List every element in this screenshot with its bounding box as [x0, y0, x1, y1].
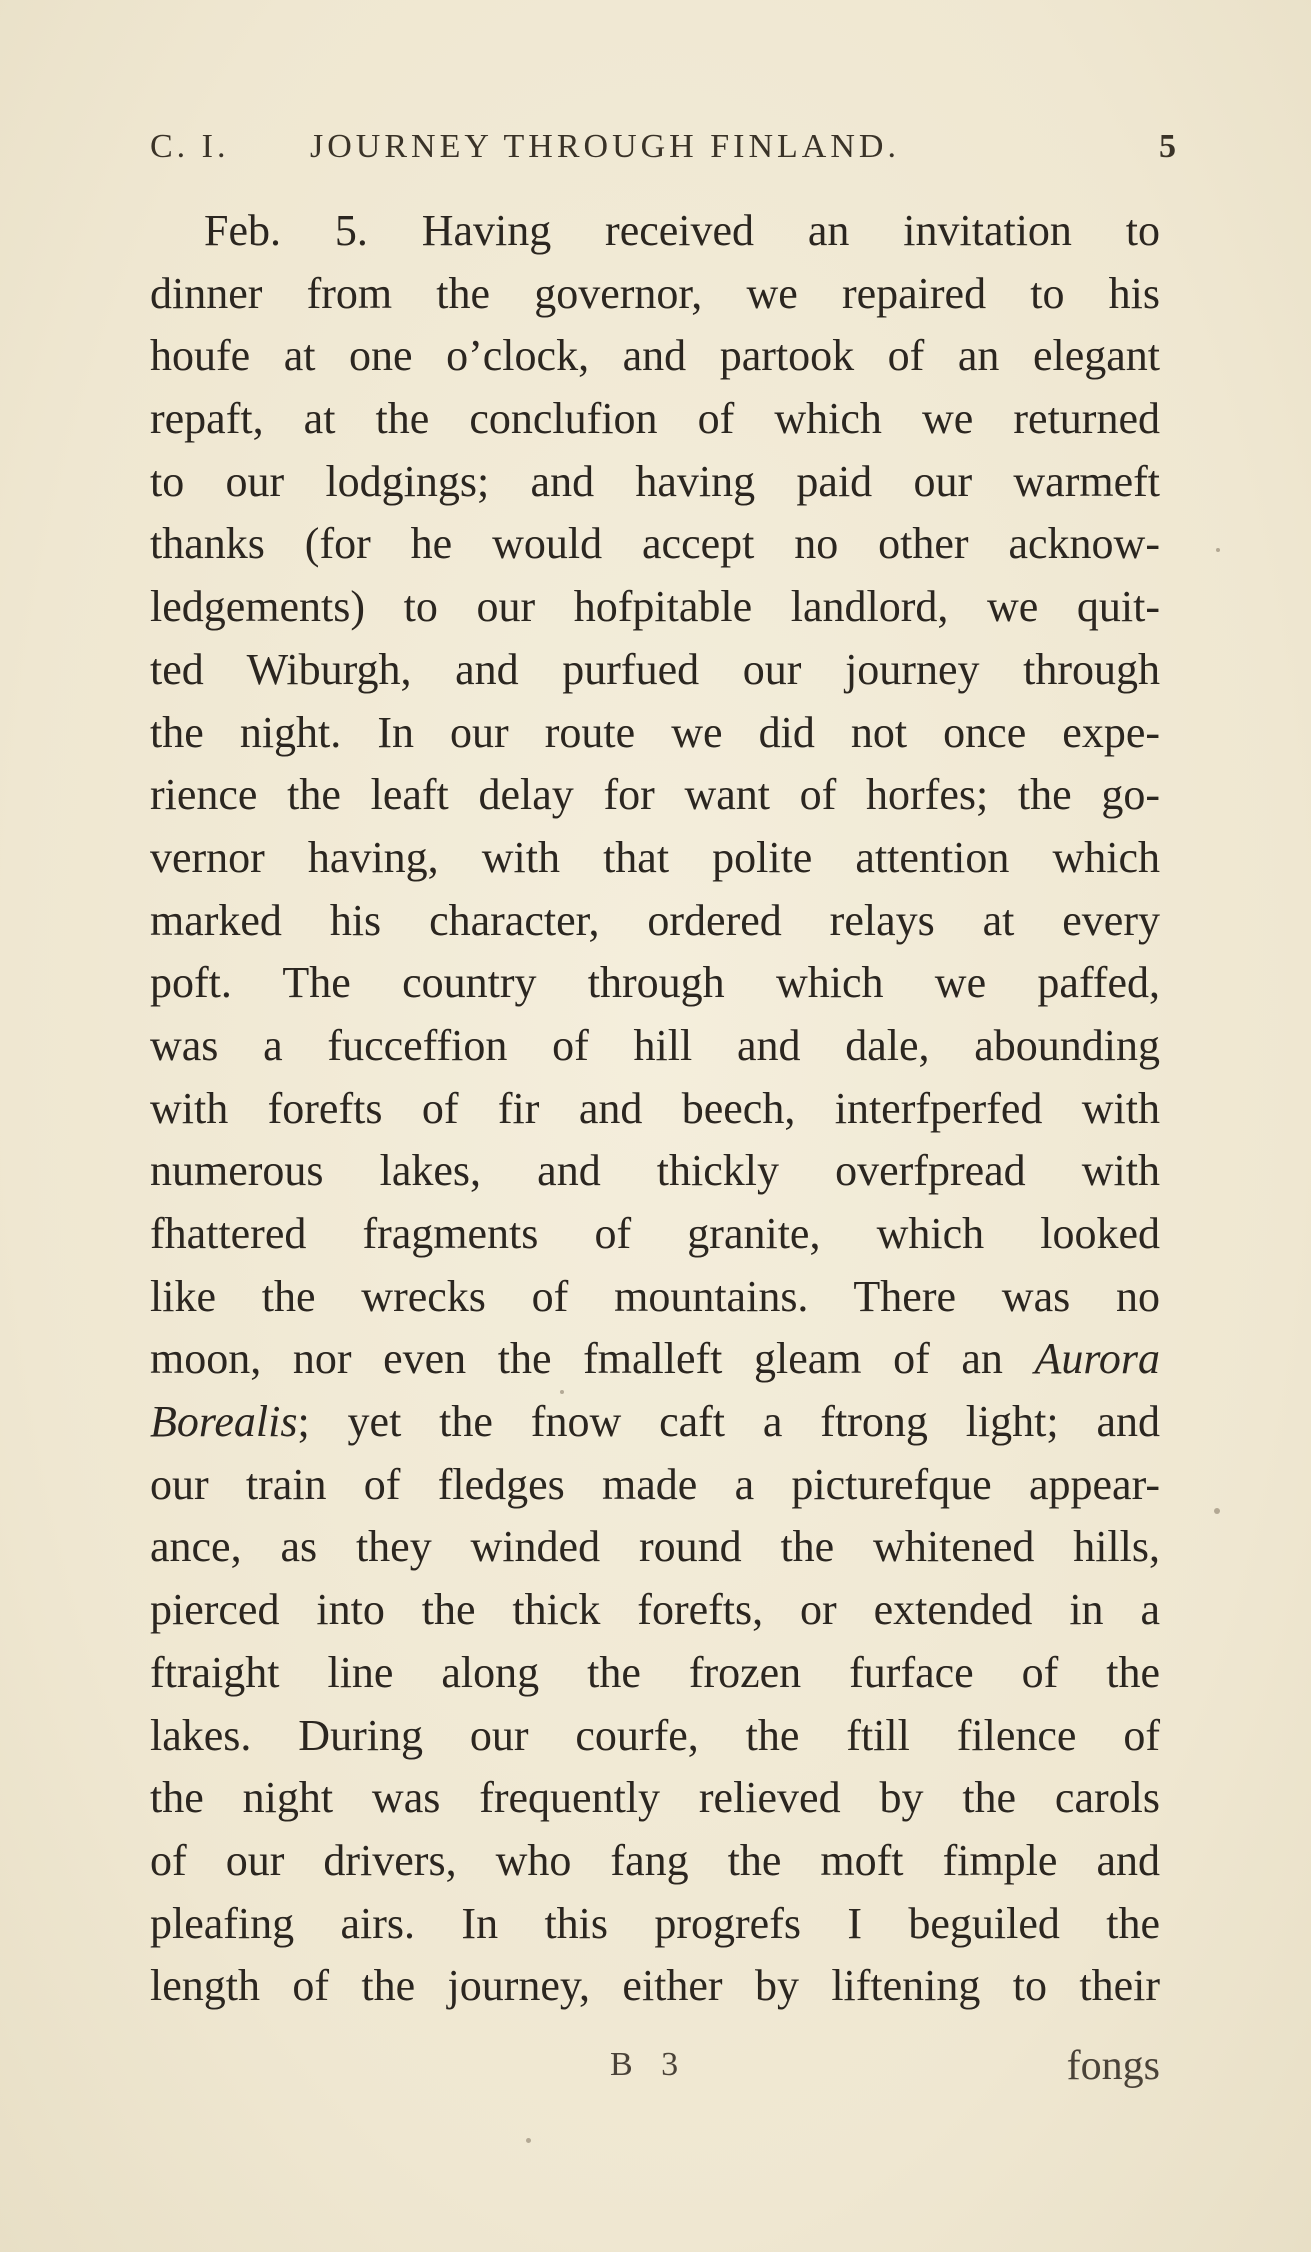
- line-text: fhattered fragments of granite, which looked: [150, 1209, 1160, 1258]
- text-line: [150, 1767, 1160, 1830]
- text-line: [150, 1203, 1160, 1266]
- body-text: [150, 200, 1160, 2018]
- text-line: [150, 1328, 1160, 1391]
- line-text: lakes. During our courfe, the ftill filence of: [150, 1710, 1160, 1760]
- line-text: dinner from the governor, we repaired to his: [150, 268, 1160, 318]
- italic-term: Aurora: [1034, 1334, 1160, 1384]
- line-text: to our lodgings; and having paid our warmeft: [150, 456, 1160, 506]
- text-line: [150, 576, 1160, 639]
- text-line: [150, 200, 1160, 263]
- text-line: [150, 1391, 1160, 1454]
- text-line: [150, 1955, 1160, 2018]
- text-line: [150, 388, 1160, 451]
- line-text: ted Wiburgh, and purfued our journey through: [150, 644, 1160, 694]
- line-text: houfe at one o’clock, and partook of an elegant: [150, 331, 1160, 381]
- line-text: marked his character, ordered relays at every: [150, 895, 1160, 945]
- line-text: with forefts of fir and beech, interfperfed with: [150, 1083, 1160, 1133]
- catchword: fongs: [1066, 2043, 1160, 2089]
- line-text: was a fucceffion of hill and dale, abounding: [150, 1020, 1160, 1070]
- text-line: [150, 1830, 1160, 1893]
- page-number: 5: [1159, 128, 1180, 165]
- text-line: [150, 764, 1160, 827]
- line-text: Feb. 5. Having received an invitation to: [204, 206, 1160, 255]
- text-line: [150, 1579, 1160, 1642]
- line-text: repaft, at the conclufion of which we returned: [150, 394, 1160, 444]
- text-line: [150, 1642, 1160, 1705]
- line-text: numerous lakes, and thickly overfpread with: [150, 1146, 1160, 1196]
- line-text: the night. In our route we did not once expe-: [150, 707, 1160, 757]
- text-line: [150, 827, 1160, 890]
- text-line: [150, 513, 1160, 576]
- italic-term: Borealis: [150, 1397, 298, 1447]
- text-line: [150, 263, 1160, 326]
- line-text: the night was frequently relieved by the carols: [150, 1773, 1160, 1823]
- running-title: JOURNEY THROUGH FINLAND.: [310, 128, 900, 165]
- line-text: poft. The country through which we paffed,: [150, 958, 1160, 1008]
- line-text: thanks (for he would accept no other acknow-: [150, 519, 1160, 569]
- line-text: of our drivers, who fang the moft fimple and: [150, 1835, 1160, 1885]
- text-line: [150, 451, 1160, 514]
- line-text: our train of fledges made a picturefque appear-: [150, 1459, 1160, 1509]
- line-text: vernor having, with that polite attention which: [150, 832, 1160, 882]
- text-line: [150, 702, 1160, 765]
- line-text: ftraight line along the frozen furface of the: [150, 1647, 1160, 1697]
- signature-mark: B 3: [610, 2046, 689, 2083]
- line-text: ledgements) to our hofpitable landlord, we quit-: [150, 582, 1160, 632]
- chapter-marker: C. I.: [150, 128, 230, 165]
- paper-speck: [1214, 1508, 1220, 1514]
- paper-speck: [1216, 548, 1220, 552]
- text-line: [150, 1078, 1160, 1141]
- line-text: rience the leaft delay for want of horfes; the go-: [150, 770, 1160, 820]
- line-text: pleafing airs. In this progrefs I beguiled the: [150, 1898, 1160, 1948]
- line-text: ; yet the fnow caft a ftrong light; and: [297, 1397, 1160, 1447]
- line-text: moon, nor even the fmalleft gleam of an: [150, 1334, 1035, 1384]
- text-line: [150, 639, 1160, 702]
- text-line: [150, 1454, 1160, 1517]
- running-header: [150, 128, 1180, 178]
- text-line: [150, 1893, 1160, 1956]
- line-text: ance, as they winded round the whitened hills,: [150, 1522, 1160, 1572]
- text-line: [150, 1140, 1160, 1203]
- text-line: [150, 890, 1160, 953]
- text-line: [150, 1705, 1160, 1768]
- paper-speck: [560, 1390, 564, 1394]
- page-footer: [150, 2042, 1160, 2102]
- line-text: pierced into the thick forefts, or extended in a: [150, 1585, 1160, 1635]
- line-text: like the wrecks of mountains. There was no: [150, 1271, 1160, 1321]
- text-line: [150, 952, 1160, 1015]
- text-line: [150, 1516, 1160, 1579]
- line-text: length of the journey, either by liftening to their: [150, 1961, 1160, 2011]
- text-line: [150, 1266, 1160, 1329]
- paper-speck: [526, 2138, 531, 2143]
- text-line: [150, 1015, 1160, 1078]
- text-line: [150, 325, 1160, 388]
